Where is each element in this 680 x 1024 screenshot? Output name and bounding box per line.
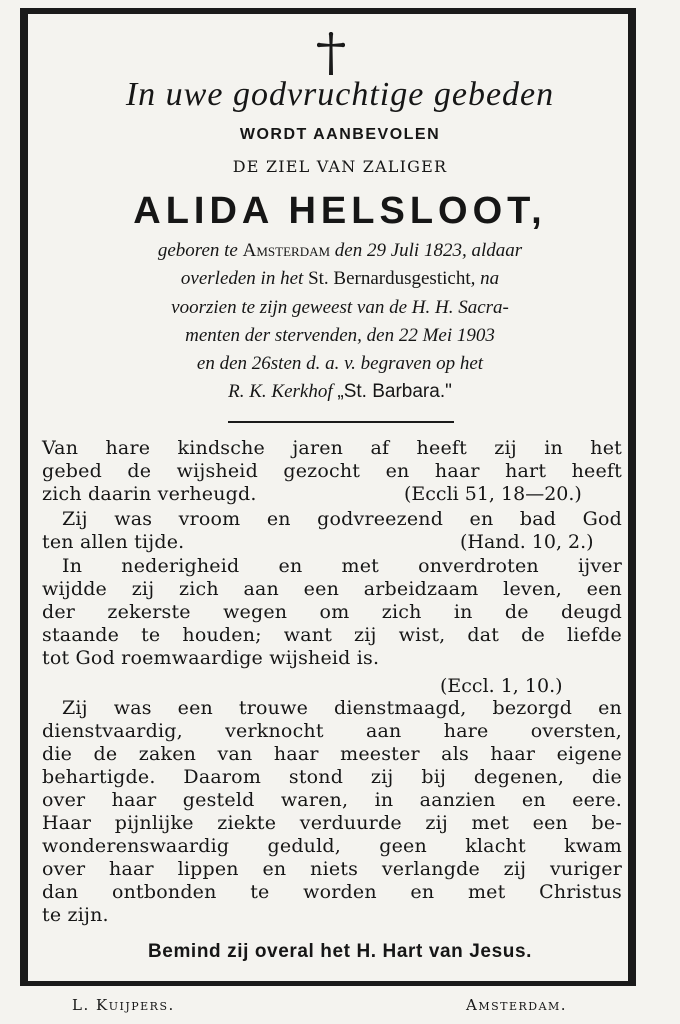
bio-text: overleden in het <box>180 268 309 289</box>
paragraph-line: Haar pijnlijke ziekte verduurde zij met een be- <box>42 812 622 834</box>
paragraph-line: Zij was vroom en godvreezend en bad God <box>62 508 622 530</box>
paragraph-line: dan ontbonden te worden en met Christus <box>42 881 622 903</box>
latin-cross-icon <box>317 32 345 76</box>
paragraph-line: te zijn. <box>42 904 109 926</box>
paragraph-line: ten allen tijde. <box>42 531 185 553</box>
paragraph-line: wijdde zij zich aan een arbeidzaam leven, een <box>42 578 622 600</box>
paragraph-line: In nederigheid en met onverdroten ijver <box>62 555 622 577</box>
bio-line-4: menten der stervenden, den 22 Mei 1903 <box>185 325 495 346</box>
bio-line-1 <box>40 240 640 262</box>
bio-text: geboren te <box>157 240 243 261</box>
paragraph-line: zich daarin verheugd. <box>42 483 257 505</box>
printer-city: Amsterdam. <box>466 996 568 1014</box>
paragraph-line: der zekerste wegen om zich in de deugd <box>42 601 622 623</box>
printer-name: L. Kuijpers. <box>72 996 175 1014</box>
birth-city: Amsterdam <box>242 240 331 261</box>
paragraph-line: over haar lippen en niets verlangde zij vuriger <box>42 858 622 880</box>
soul-line: DE ZIEL VAN ZALIGER <box>232 157 448 176</box>
cemetery-name: „St. Barbara." <box>337 381 452 402</box>
paragraph-line: tot God roemwaardige wijsheid is. <box>42 647 380 669</box>
paragraph-line: dienstvaardig, verknocht aan hare oversten, <box>42 720 622 742</box>
scripture-reference: (Eccli 51, 18—20.) <box>404 483 582 505</box>
bio-line-5: en den 26sten d. a. v. begraven op het <box>196 353 484 374</box>
paragraph-line: Van hare kindsche jaren af heeft zij in het <box>42 437 622 459</box>
paragraph-line: wonderenswaardig geduld, geen klacht kwam <box>42 835 622 857</box>
bio-line-3: voorzien te zijn geweest van de H. H. Sacra- <box>171 297 509 318</box>
scripture-reference: (Eccl. 1, 10.) <box>440 675 563 697</box>
paragraph-line: gebed de wijsheid gezocht en haar hart heeft <box>42 460 622 482</box>
recommended-line: WORDT AANBEVOLEN <box>239 126 441 143</box>
institution-name: St. Bernardusgesticht <box>308 268 471 289</box>
paragraph-line: Zij was een trouwe dienstmaagd, bezorgd en <box>62 697 622 719</box>
closing-invocation: Bemind zij overal het H. Hart van Jesus. <box>147 941 533 962</box>
bio-line-2 <box>40 268 640 290</box>
bio-text: , na <box>470 268 500 289</box>
paragraph-line: die de zaken van haar meester als haar eigene <box>42 743 622 765</box>
prayer-heading: In uwe godvruchtige gebeden <box>125 76 555 113</box>
scripture-reference: (Hand. 10, 2.) <box>460 531 594 553</box>
paragraph-line: behartigde. Daarom stond zij bij degenen, die <box>42 766 622 788</box>
bio-line-6 <box>40 381 640 403</box>
separator-rule <box>228 421 454 423</box>
paragraph-line: staande te houden; want zij wist, dat de liefde <box>42 624 622 646</box>
deceased-name: ALIDA HELSLOOT, <box>133 190 547 232</box>
bio-text: den 29 Juli 1823, aldaar <box>330 240 523 261</box>
bio-text: R. K. Kerkhof <box>228 381 338 402</box>
paragraph-line: over haar gesteld waren, in aanzien en eere. <box>42 789 622 811</box>
